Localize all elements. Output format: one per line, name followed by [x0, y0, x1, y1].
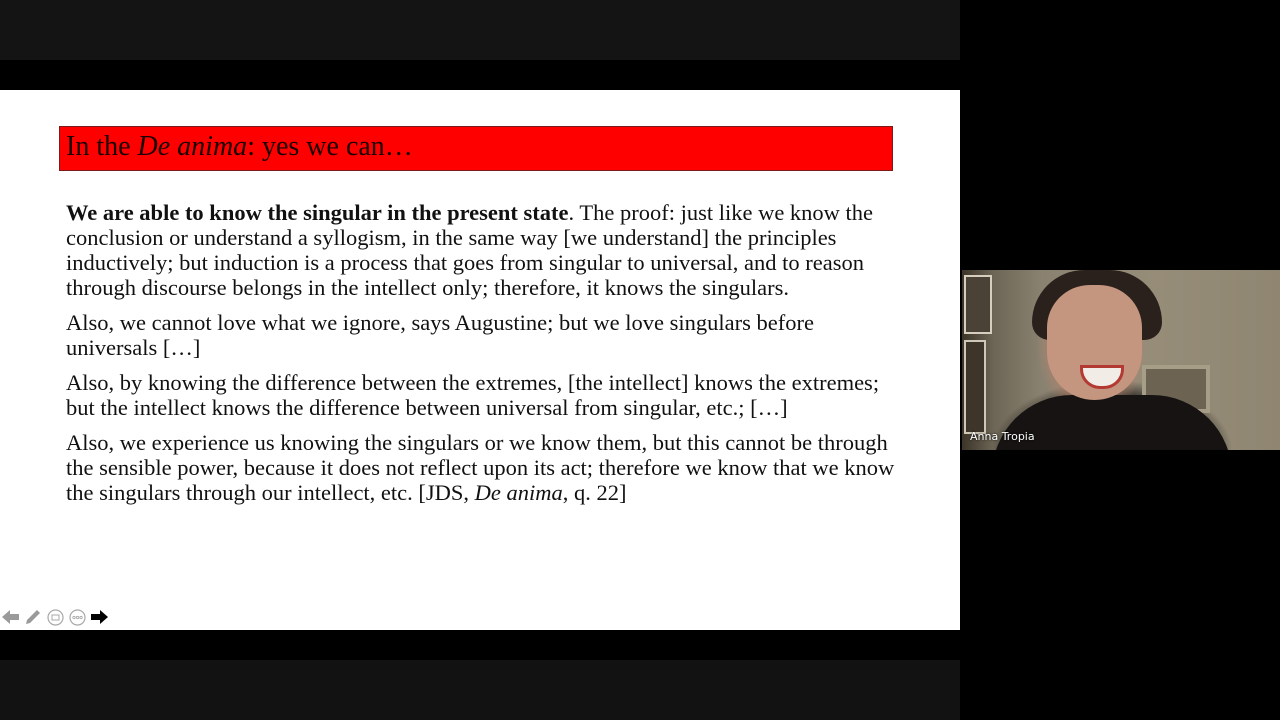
more-options-button[interactable]	[68, 608, 86, 626]
title-prefix: In the	[66, 131, 138, 162]
pen-tool-button[interactable]	[24, 608, 42, 626]
paragraph-1-bold: We are able to know the singular in the present state	[66, 200, 569, 225]
title-suffix: : yes we can…	[247, 131, 413, 162]
arrow-left-icon	[2, 610, 20, 624]
background-window	[964, 275, 992, 334]
slide-sorter-button[interactable]	[46, 608, 64, 626]
pencil-icon	[24, 608, 42, 626]
paragraph-4-text: Also, we experience us knowing the singulars or we know them, but this cannot be through the sensible power, because it does not reflect upon its act; therefore we know that we know the singulars through our intellect, etc. [JDS,	[66, 430, 895, 505]
top-bar	[0, 0, 960, 60]
arrow-right-icon	[90, 610, 108, 624]
participant-video-tile[interactable]	[962, 270, 1280, 450]
slideshow-toolbar	[2, 608, 108, 626]
slide-body	[66, 200, 896, 515]
title-italic: De anima	[137, 131, 248, 162]
slide-title-banner	[59, 126, 893, 171]
paragraph-2-text: Also, we cannot love what we ignore, says Augustine; but we love singulars before universals […]	[66, 310, 814, 360]
paragraph-1	[66, 200, 896, 300]
presentation-slide	[0, 90, 960, 630]
previous-slide-button[interactable]	[2, 608, 20, 626]
paragraph-4	[66, 430, 896, 505]
bottom-bar	[0, 660, 960, 720]
more-icon	[69, 609, 86, 626]
participant-name-label: Anna Tropia	[970, 430, 1035, 443]
paragraph-4-italic: De anima	[474, 480, 563, 505]
paragraph-2	[66, 310, 896, 360]
paragraph-4-tail: , q. 22]	[562, 480, 627, 505]
slide-title	[66, 131, 413, 163]
slides-icon	[47, 609, 64, 626]
paragraph-3	[66, 370, 896, 420]
next-slide-button[interactable]	[90, 608, 108, 626]
paragraph-3-text: Also, by knowing the difference between the extremes, [the intellect] knows the extremes; but the intellect knows the difference between universal from singular, etc.; […]	[66, 370, 880, 420]
background-door	[964, 340, 986, 434]
paragraph-1-text: . The proof: just like we know the conclusion or understand a syllogism, in the same way [we understand] the principles inductively; but induction is a process that goes from singular to universal, and to reason through discourse belongs in the intellect only; therefore, it knows the singulars.	[66, 200, 874, 300]
